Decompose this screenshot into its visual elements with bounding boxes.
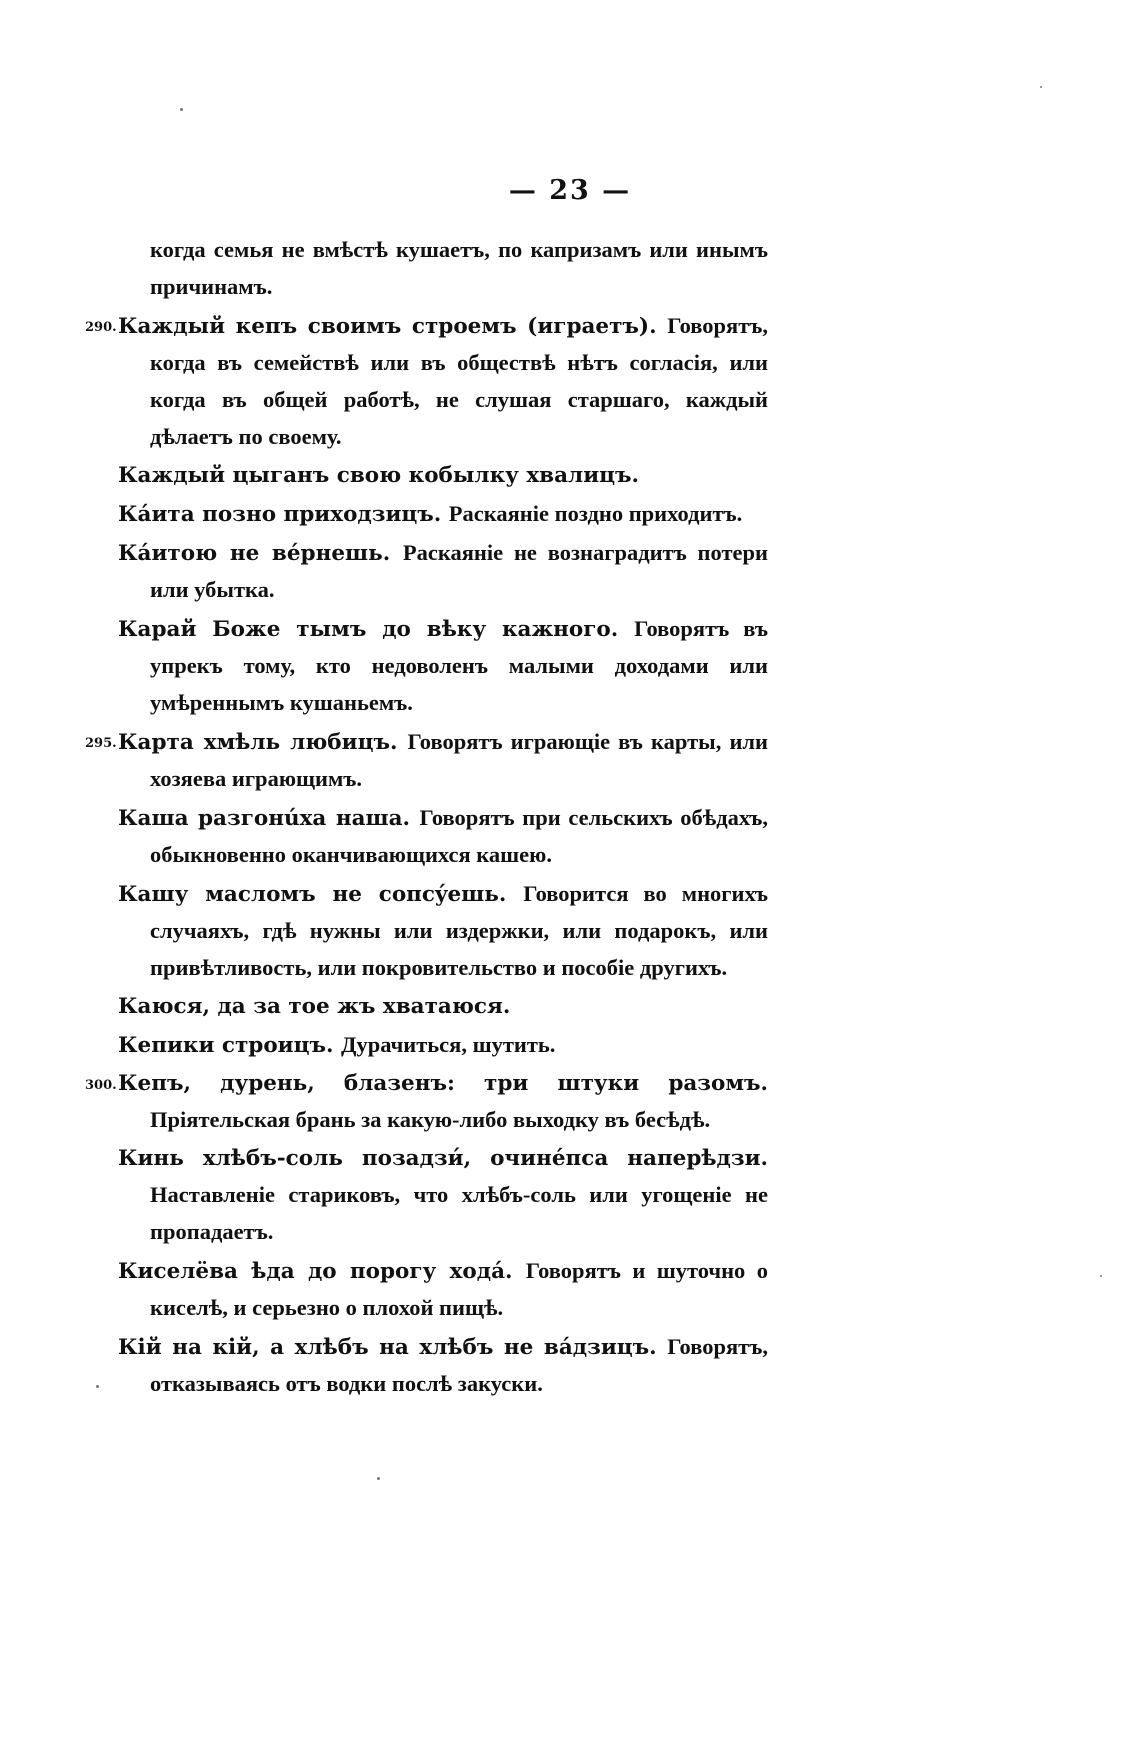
entry-proverb: Киселёва ѣда до порогу ходá. <box>118 1259 513 1284</box>
entry <box>118 800 768 874</box>
entry-number: 290. <box>85 320 117 335</box>
entry <box>118 1141 768 1251</box>
entry-proverb: Кій на кій, а хлѣбъ на хлѣбъ не вáдзицъ. <box>118 1335 657 1360</box>
entry <box>118 1329 768 1403</box>
entry-gloss: Наставленіе стариковъ, что хлѣбъ-соль или угощеніе не пропадаетъ. <box>150 1182 768 1244</box>
entry-gloss: Говорятъ играющіе въ карты, или хозяева играющимъ. <box>150 729 768 791</box>
entry-proverb: Карай Боже тымъ до вѣку кажного. <box>118 617 619 642</box>
entry-gloss: Говорится во многихъ случаяхъ, гдѣ нужны или издержки, или подарокъ, или привѣтливость, или покровительство и пособіе другихъ. <box>150 881 768 980</box>
entry-300 <box>85 1066 768 1139</box>
entry-gloss: Говорятъ, отказываясь отъ водки послѣ закуски. <box>150 1334 768 1396</box>
entry-proverb: Кашу масломъ не сопсýешь. <box>118 882 507 907</box>
entry-proverb: Кáита позно приходзицъ. <box>118 502 442 527</box>
scan-speck <box>1040 86 1042 88</box>
scan-speck <box>96 1385 99 1388</box>
entry-gloss: Говорятъ, когда въ семействѣ или въ обществѣ нѣтъ согласія, или когда въ общей работѣ, не слушая старшаго, каждый дѣлаетъ по своему. <box>150 313 768 449</box>
entry-gloss: Раскаяніе поздно приходитъ. <box>448 501 743 526</box>
entry-proverb: Каждый цыганъ свою кобылку хвалицъ. <box>118 463 640 488</box>
proverb-list <box>85 232 768 1405</box>
entry-290 <box>85 308 768 456</box>
entry <box>118 876 768 987</box>
entry-proverb: Каша разгонúха наша. <box>118 806 411 831</box>
entry-proverb: Кинь хлѣбъ-соль позадзи́, очинéпса наперѣдзи. <box>118 1146 768 1171</box>
entry-proverb: Кепъ, дурень, блазенъ: три штуки разомъ. <box>118 1071 768 1096</box>
scan-speck <box>377 1477 380 1480</box>
entry-continuation <box>118 232 768 306</box>
entry <box>118 611 768 722</box>
entry-proverb: Каждый кепъ своимъ строемъ (играетъ). <box>118 314 657 339</box>
entry-proverb: Каюся, да за тое жъ хватаюся. <box>118 994 511 1019</box>
entry-proverb: Кáитою не вéрнешь. <box>118 541 391 566</box>
entry-gloss: Говорятъ въ упрекъ тому, кто недоволенъ малыми доходами или умѣреннымъ кушаньемъ. <box>150 616 768 715</box>
entry <box>118 496 768 533</box>
entry-gloss: Пріятельская брань за какую-либо выходку въ бесѣдѣ. <box>150 1107 711 1132</box>
entry <box>118 535 768 609</box>
entry-gloss: Раскаяніе не вознаградитъ потери или убытка. <box>150 540 768 602</box>
entry-number: 300. <box>85 1078 117 1093</box>
entry-gloss: Говорятъ и шуточно о киселѣ, и серьезно о плохой пищѣ. <box>150 1258 768 1320</box>
entry-proverb: Кепики строицъ. <box>118 1033 334 1058</box>
entry <box>118 1027 768 1064</box>
entry-proverb: Карта хмѣль любицъ. <box>118 730 398 755</box>
entry-number: 295. <box>85 736 117 751</box>
entry-295 <box>85 724 768 798</box>
scan-speck <box>180 108 183 111</box>
entry-gloss: когда семья не вмѣстѣ кушаетъ, по капризамъ или инымъ причинамъ. <box>150 237 768 299</box>
entry <box>118 1253 768 1327</box>
entry <box>118 989 768 1025</box>
entry-gloss: Говорятъ при сельскихъ обѣдахъ, обыкновенно оканчивающихся кашею. <box>150 805 768 867</box>
scan-speck <box>1100 1275 1102 1277</box>
page-number: — 23 — <box>508 175 632 206</box>
entry-gloss: Дурачиться, шутить. <box>340 1032 556 1057</box>
entry <box>118 458 768 494</box>
